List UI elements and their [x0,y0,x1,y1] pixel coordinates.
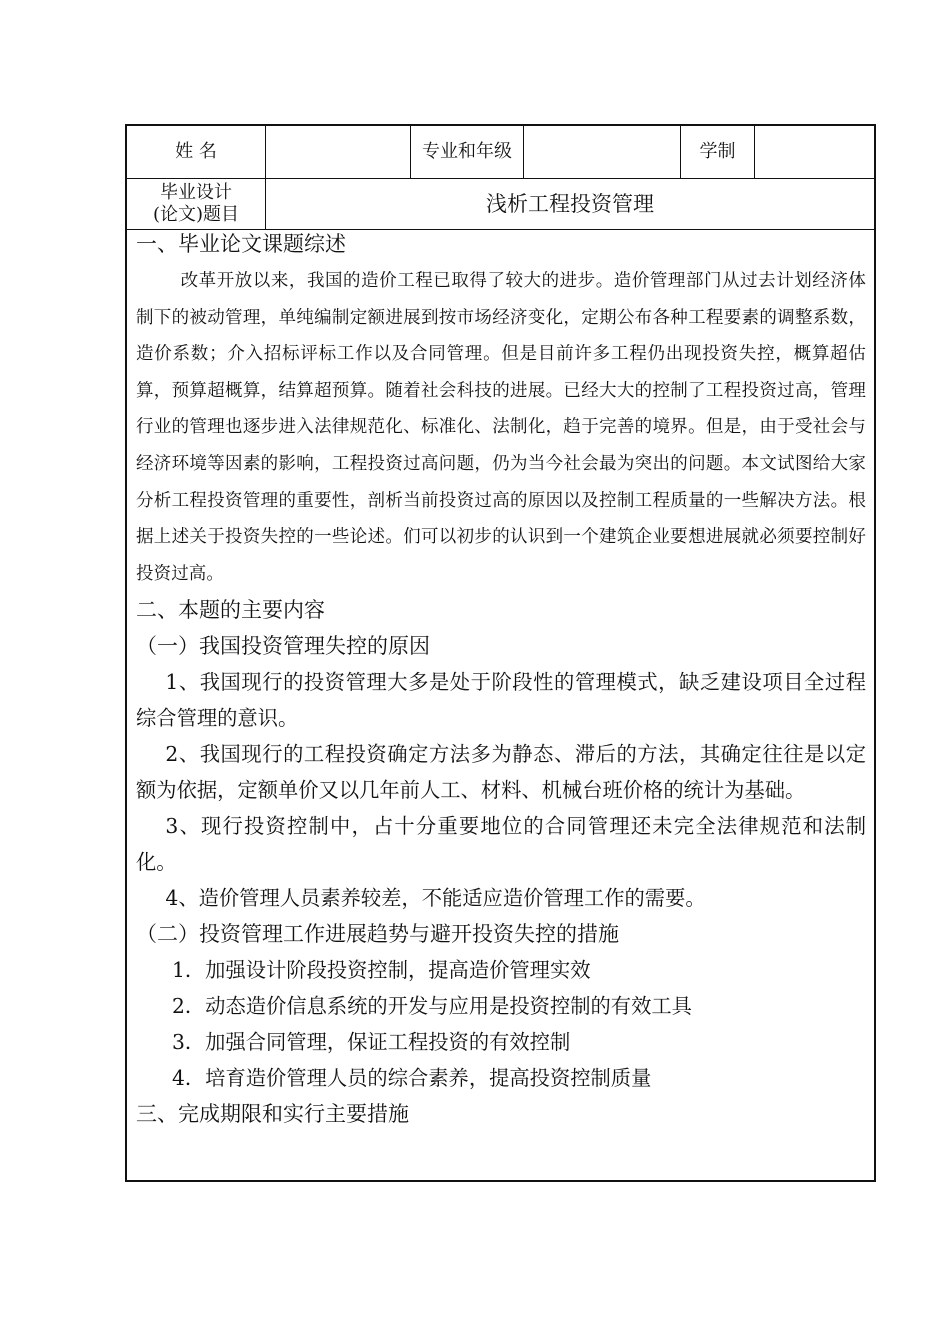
cause-point-2: 2、我国现行的工程投资确定方法多为静态、滞后的方法，其确定往往是以定额为依据，定额单价又以几年前人工、材料、机械台班价格的统计为基础。 [136,742,866,803]
study-system-value[interactable] [755,126,874,178]
cause-point-1: 1、我国现行的投资管理大多是处于阶段性的管理模式，缺乏建设项目全过程综合管理的意识。 [136,670,866,731]
thesis-title-label [127,179,265,229]
cause-point-3: 3、现行投资控制中，占十分重要地位的合同管理还未完全法律规范和法制化。 [136,814,866,875]
form-body [136,229,866,1132]
section3-heading: 三、完成期限和实行主要措施 [136,1102,409,1127]
measure-item-1: 1．加强设计阶段投资控制，提高造价管理实效 [172,958,591,983]
study-system-label: 学制 [699,141,736,162]
measure-item-2: 2．动态造价信息系统的开发与应用是投资控制的有效工具 [172,994,692,1019]
thesis-title-label-line1: 毕业设计 [160,182,232,203]
section2-subheading-2: （二）投资管理工作进展趋势与避开投资失控的措施 [136,922,619,947]
proposal-form-table [125,124,876,1182]
thesis-title-label-line2: (论文)题目 [152,204,240,225]
major-grade-value[interactable] [524,126,680,178]
section1-paragraph: 改革开放以来，我国的造价工程已取得了较大的进步。造价管理部门从过去计划经济体制下的被动管理，单纯编制定额进展到按市场经济变化，定期公布各种工程要素的调整系数，造价系数；介入招标评标工作以及合同管理。但是目前许多工程仍出现投资失控，概算超估算，预算超概算，结算超预算。随着社会科技的进展。已经大大的控制了工程投资过高，管理行业的管理也逐步进入法律规范化、标准化、法制化，趋于完善的境界。但是，由于受社会与经济环境等因素的影响，工程投资过高问题，仍为当今社会最为突出的问题。本文试图给大家分析工程投资管理的重要性，剖析当前投资过高的原因以及控制工程质量的一些解决方法。根据上述关于投资失控的一些论述。们可以初步的认识到一个建筑企业要想进展就必须要控制好投资过高。 [136,271,866,584]
section2-heading: 二、本题的主要内容 [136,598,325,623]
thesis-title-value: 浅析工程投资管理 [486,192,654,216]
measure-item-3: 3．加强合同管理，保证工程投资的有效控制 [172,1030,571,1055]
section1-heading: 一、毕业论文课题综述 [136,232,346,256]
name-label: 姓 名 [175,141,217,162]
section2-subheading-1: （一）我国投资管理失控的原因 [136,634,430,659]
measure-item-4: 4．培育造价管理人员的综合素养，提高投资控制质量 [172,1066,652,1091]
major-grade-label: 专业和年级 [422,141,512,162]
name-value[interactable] [266,126,410,178]
cause-point-4: 4、造价管理人员素养较差，不能适应造价管理工作的需要。 [165,886,706,911]
